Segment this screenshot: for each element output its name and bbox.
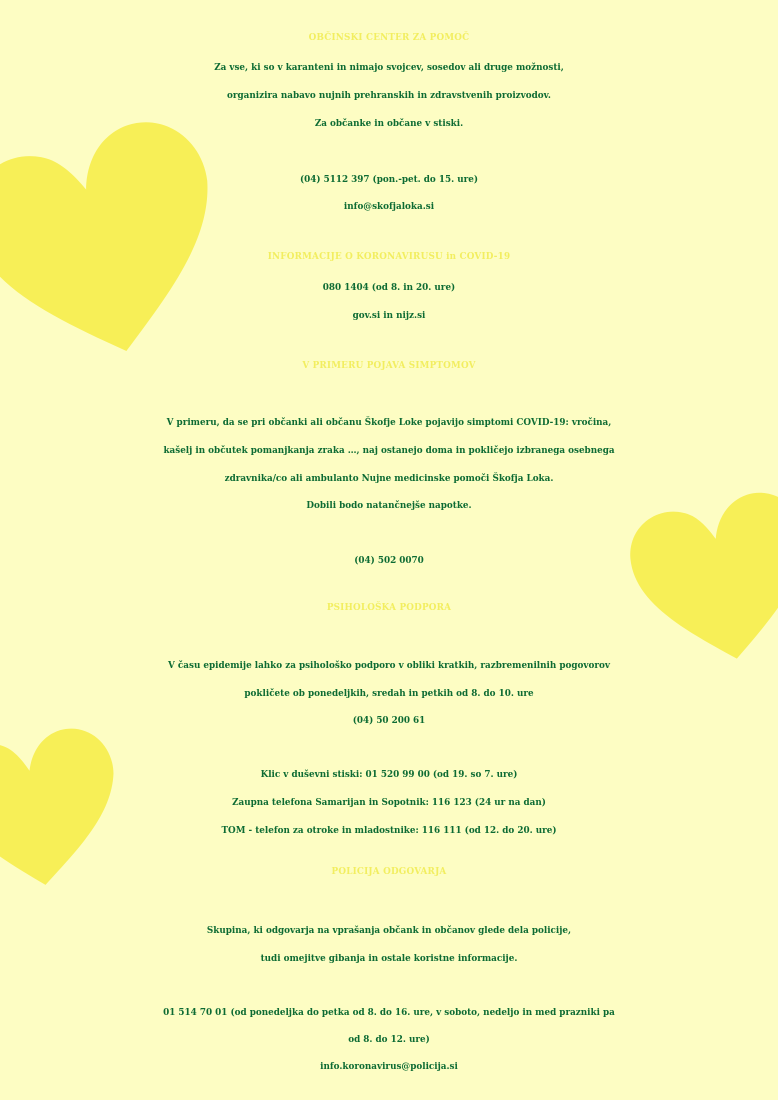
section-heading-psychological-support: PSIHOLOŠKA PODPORA	[326, 603, 452, 613]
text-line: Dobili bodo natančnejše napotke.	[306, 501, 472, 511]
section-heading-police: POLICIJA ODGOVARJA	[331, 867, 447, 877]
phone-number: 01 514 70 01 (od ponedeljka do petka od 8. do 16. ure, v soboto, nedeljo in med prazniki pa	[163, 1008, 615, 1018]
text-line: Skupina, ki odgovarja na vprašanja občank in občanov glede dela policije,	[206, 926, 572, 936]
phone-number: 080 1404 (od 8. in 20. ure)	[322, 283, 456, 293]
text-line: organizira nabavo nujnih prehranskih in zdravstvenih proizvodov.	[227, 91, 551, 101]
phone-number: (04) 5112 397 (pon.-pet. do 15. ure)	[299, 175, 479, 185]
text-line: tudi omejitve gibanja in ostale koristne informacije.	[260, 954, 518, 964]
email-link[interactable]: info.koronavirus@policija.si	[320, 1062, 458, 1072]
section-heading-symptoms: V PRIMERU POJAVA SIMPTOMOV	[302, 361, 476, 371]
text-line: Za vse, ki so v karanteni in nimajo svojcev, sosedov ali druge možnosti,	[214, 63, 564, 73]
website-links[interactable]: gov.si in nijz.si	[352, 311, 426, 321]
hotline-item: TOM - telefon za otroke in mladostnike: 116 111 (od 12. do 20. ure)	[221, 826, 557, 836]
text-line: Za občanke in občane v stiski.	[314, 119, 464, 129]
phone-number: (04) 50 200 61	[352, 716, 426, 726]
section-heading-coronavirus-info: INFORMACIJE O KORONAVIRUSU in COVID-19	[267, 252, 511, 262]
section-heading-municipal-center: OBČINSKI CENTER ZA POMOČ	[308, 33, 470, 43]
text-line: kašelj in občutek pomanjkanja zraka …, naj ostanejo doma in pokličejo izbranega osebnega	[163, 446, 615, 456]
phone-number: (04) 502 0070	[354, 556, 424, 566]
hotline-item: Zaupna telefona Samarijan in Sopotnik: 116 123 (24 ur na dan)	[232, 798, 546, 808]
heart-icon	[0, 100, 230, 390]
hotline-item: Klic v duševni stiski: 01 520 99 00 (od 19. so 7. ure)	[260, 770, 518, 780]
text-line: pokličete ob ponedeljkih, sredah in petkih od 8. do 10. ure	[244, 689, 534, 699]
text-line: V primeru, da se pri občanki ali občanu Škofje Loke pojavijo simptomi COVID-19: vročina,	[166, 418, 612, 428]
text-line: zdravnika/co ali ambulanto Nujne medicinske pomoči Škofja Loka.	[224, 474, 554, 484]
email-link[interactable]: info@skofjaloka.si	[343, 202, 435, 212]
text-line: V času epidemije lahko za psihološko podporo v obliki kratkih, razbremenilnih pogovorov	[168, 661, 610, 671]
text-line: od 8. do 12. ure)	[348, 1035, 430, 1045]
